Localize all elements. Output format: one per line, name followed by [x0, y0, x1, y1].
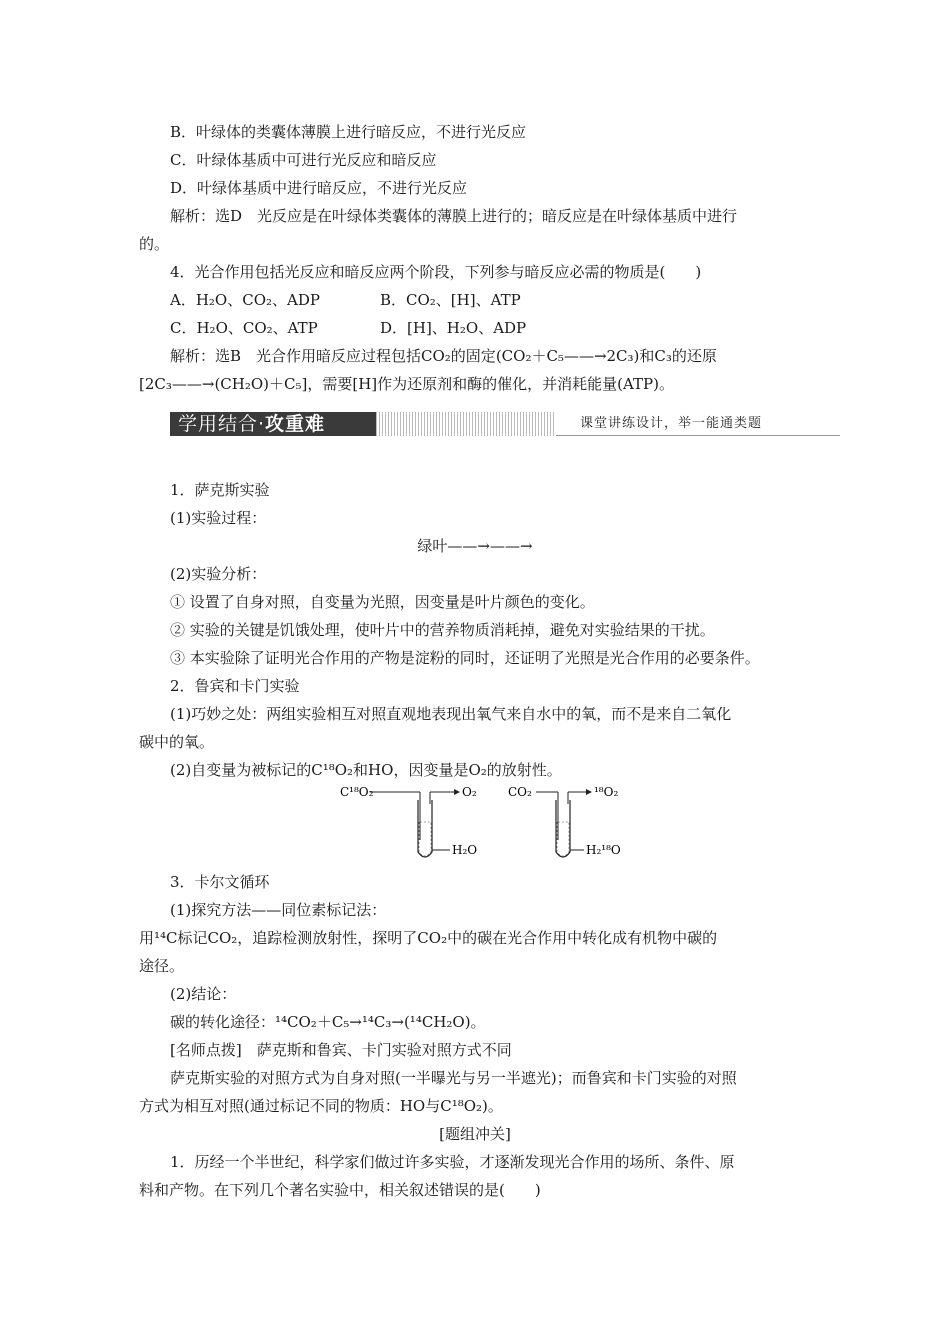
banner-title: 学用结合·攻重难	[170, 412, 376, 436]
banner-subtitle: 课堂讲练设计，举一能通类题	[580, 416, 763, 431]
ruben-kamen-figure	[330, 780, 630, 870]
sec3-method-desc-cont: 途径。	[139, 957, 185, 975]
right-water-label: H₂¹⁸O	[586, 843, 621, 857]
sec1-process: (1)实验过程：	[170, 509, 267, 527]
q4-option-a: A．H₂O、CO₂、ADP	[170, 291, 320, 309]
sec2-heading: 2．鲁宾和卡门实验	[170, 677, 300, 695]
right-tube	[536, 789, 592, 857]
tip-body-cont: 方式为相互对照(通过标记不同的物质：HO与C¹⁸O₂)。	[139, 1097, 503, 1115]
right-output-label: ¹⁸O₂	[594, 785, 619, 799]
sec1-heading: 1．萨克斯实验	[170, 481, 270, 499]
group-q1-cont: 料和产物。在下列几个著名实验中，相关叙述错误的是( )	[139, 1181, 541, 1199]
q4-option-b: B．CO₂、[H]、ATP	[380, 291, 521, 309]
tip-body: 萨克斯实验的对照方式为自身对照(一半曝光与另一半遮光)；而鲁宾和卡门实验的对照	[170, 1069, 737, 1087]
sec3-conclusion-title: (2)结论：	[170, 985, 237, 1003]
q4-analysis-cont: [2C₃——→(CH₂O)＋C₅]，需要[H]作为还原剂和酶的催化，并消耗能量(ATP)。	[139, 375, 674, 393]
sec1-analysis-title: (2)实验分析：	[170, 565, 267, 583]
group-q1: 1．历经一个半世纪，科学家们做过许多实验，才逐渐发现光合作用的场所、条件、原	[170, 1153, 735, 1171]
test-tube-diagram	[330, 780, 630, 870]
q3-analysis-cont: 的。	[139, 235, 170, 253]
sec2-p2: (2)自变量为被标记的C¹⁸O₂和HO，因变量是O₂的放射性。	[170, 761, 562, 779]
tip-heading: [名师点拨] 萨克斯和鲁宾、卡门实验对照方式不同	[170, 1041, 512, 1059]
sec2-p1: (1)巧妙之处：两组实验相互对照直观地表现出氧气来自水中的氧，而不是来自二氧化	[170, 705, 732, 723]
left-water-label: H₂O	[452, 843, 478, 857]
q3-option-b: B．叶绿体的类囊体薄膜上进行暗反应，不进行光反应	[170, 123, 527, 141]
sec1-flow: 绿叶——→——→	[417, 537, 533, 555]
q3-option-c: C．叶绿体基质中可进行光反应和暗反应	[170, 151, 437, 169]
sec1-point-3: ③ 本实验除了证明光合作用的产物是淀粉的同时，还证明了光照是光合作用的必要条件。	[170, 649, 760, 667]
q4-stem: 4．光合作用包括光反应和暗反应两个阶段，下列参与暗反应必需的物质是( )	[170, 263, 702, 281]
left-tube	[370, 789, 460, 857]
banner-rule	[556, 435, 840, 436]
sec3-method: (1)探究方法——同位素标记法：	[170, 901, 387, 919]
sec2-p1-cont: 碳中的氧。	[139, 733, 215, 751]
sec1-point-1: ① 设置了自身对照，自变量为光照，因变量是叶片颜色的变化。	[170, 593, 595, 611]
sec1-point-2: ② 实验的关键是饥饿处理，使叶片中的营养物质消耗掉，避免对实验结果的干扰。	[170, 621, 715, 639]
group-title: [题组冲关]	[439, 1125, 511, 1143]
sec3-conclusion: 碳的转化途径：¹⁴CO₂＋C₅→¹⁴C₃→(¹⁴CH₂O)。	[170, 1013, 486, 1031]
left-input-label: C¹⁸O₂	[340, 785, 374, 799]
q4-options-row1	[170, 290, 770, 310]
section-banner	[170, 410, 840, 438]
banner-hatch	[376, 412, 556, 436]
q4-option-c: C．H₂O、CO₂、ATP	[170, 319, 318, 337]
q4-analysis: 解析：选B 光合作用暗反应过程包括CO₂的固定(CO₂＋C₅——→2C₃)和C₃的还原	[170, 347, 717, 365]
q3-option-d: D．叶绿体基质中进行暗反应，不进行光反应	[170, 179, 468, 197]
q4-option-d: D．[H]、H₂O、ADP	[380, 319, 527, 337]
sec3-method-desc: 用¹⁴C标记CO₂，追踪检测放射性，探明了CO₂中的碳在光合作用中转化成有机物中碳的	[139, 929, 718, 947]
sec3-heading: 3．卡尔文循环	[170, 873, 270, 891]
q3-analysis: 解析：选D 光反应是在叶绿体类囊体的薄膜上进行的；暗反应是在叶绿体基质中进行	[170, 207, 738, 225]
left-output-label: O₂	[462, 785, 477, 799]
right-input-label: CO₂	[508, 785, 532, 799]
q4-options-row2	[170, 318, 770, 338]
